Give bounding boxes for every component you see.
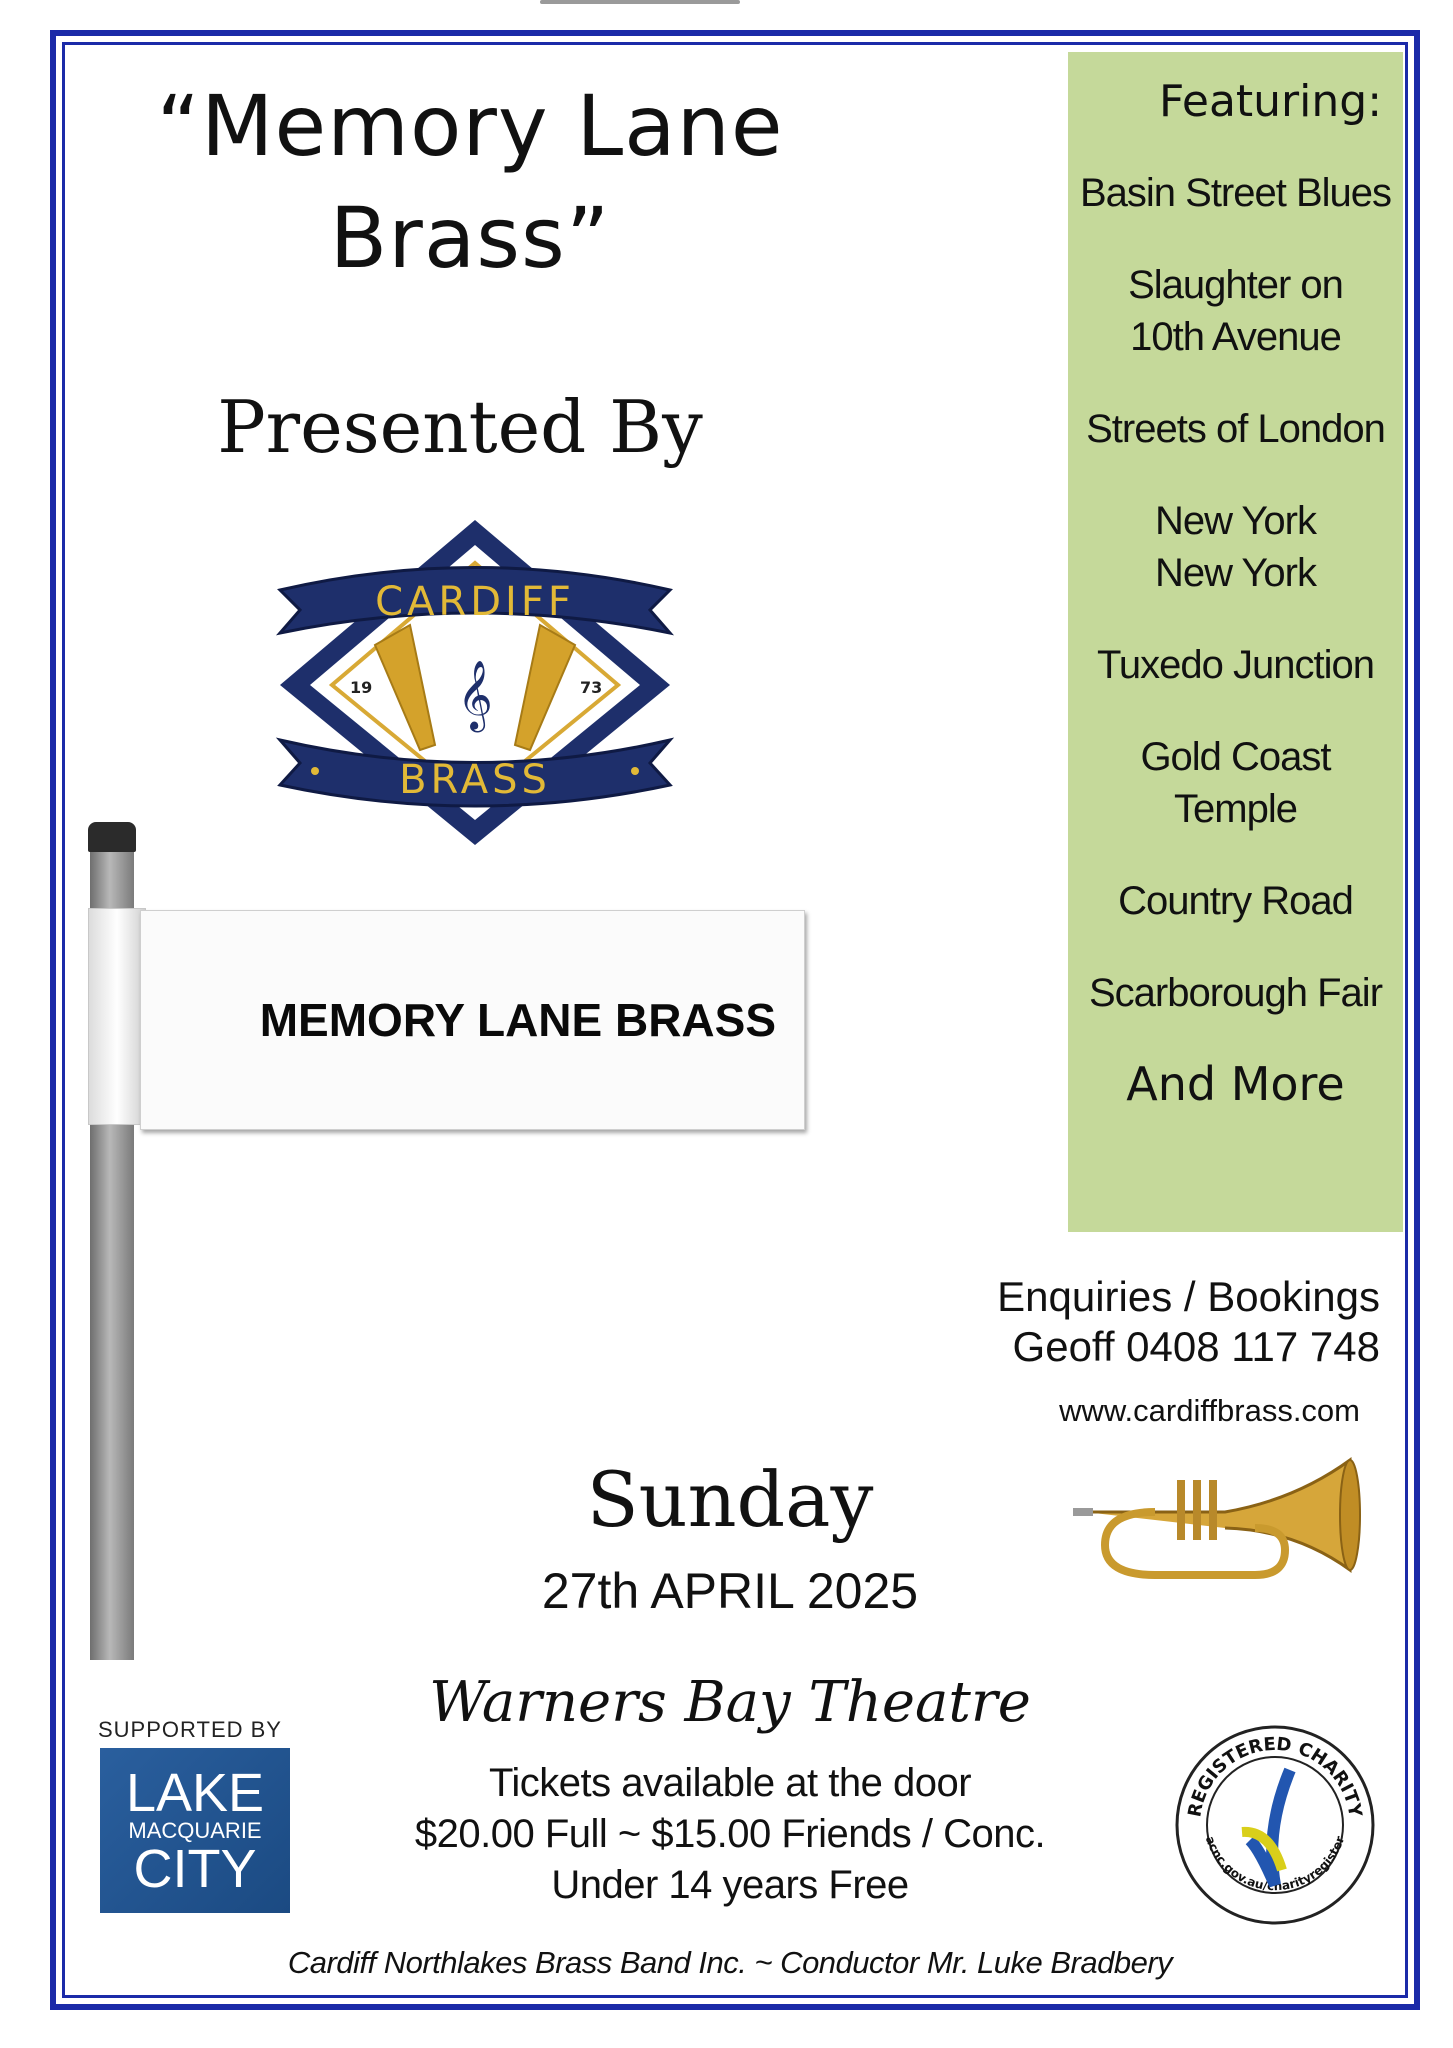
song-item: Slaughter on 10th Avenue [1128,263,1343,359]
lake-macquarie-logo [100,1748,290,1913]
sign-bracket [88,908,146,1125]
song-item: Tuxedo Junction [1096,643,1375,687]
song-item: New York New York [1155,499,1316,595]
svg-text:73: 73 [580,678,603,697]
song-item: Country Road [1118,879,1353,923]
logo-bottom-text: BRASS [399,757,551,803]
ticket-line: Tickets available at the door [488,1761,972,1805]
presented-by-label: Presented By [217,385,703,469]
song-item: Streets of London [1086,407,1385,451]
ticket-info [330,1758,1130,1911]
scan-artifact [540,0,740,4]
enquiries-label: Enquiries / Bookings [997,1273,1380,1320]
svg-text:acnc.gov.au/charityregister: acnc.gov.au/charityregister [1202,1834,1348,1894]
ticket-prices: $20.00 Full ~ $15.00 Friends / Conc. [414,1812,1046,1856]
street-sign [140,910,805,1130]
poster-title: “Memory Lane Brass” [156,77,784,287]
supported-by-label: SUPPORTED BY [98,1717,282,1742]
cardiff-brass-logo [270,515,680,850]
phone-number: Geoff 0408 117 748 [1012,1323,1380,1370]
featuring-panel [1068,52,1403,1232]
svg-text:19: 19 [350,678,373,697]
event-date: 27th APRIL 2025 [541,1563,919,1619]
registered-charity-badge [1170,1720,1380,1930]
svg-text:REGISTERED CHARITY: REGISTERED CHARITY [1184,1733,1366,1819]
enquiries-block [900,1272,1380,1372]
flugelhorn-icon [1065,1450,1365,1590]
and-more-label: And More [1126,1057,1345,1111]
ticket-line: Under 14 years Free [551,1863,909,1907]
song-item: Scarborough Fair [1088,971,1383,1015]
song-item: Gold Coast Temple [1140,735,1331,831]
sponsor-line: MACQUARIE [128,1817,262,1843]
footer-credits: Cardiff Northlakes Brass Band Inc. ~ Conductor Mr. Luke Bradbery [287,1945,1173,1980]
svg-text:𝄞: 𝄞 [457,660,493,730]
website-link[interactable]: www.cardiffbrass.com [1059,1393,1360,1428]
featuring-heading: Featuring: [1158,76,1383,127]
sponsor-line: LAKE [125,1762,265,1823]
event-venue: Warners Bay Theatre [429,1670,1031,1735]
street-sign-text: MEMORY LANE BRASS [259,994,776,1046]
event-day: Sunday [586,1455,874,1544]
pole-cap [88,822,136,852]
sponsor-line: CITY [133,1838,257,1899]
song-item: Basin Street Blues [1079,171,1392,215]
logo-top-text: CARDIFF [375,579,575,625]
